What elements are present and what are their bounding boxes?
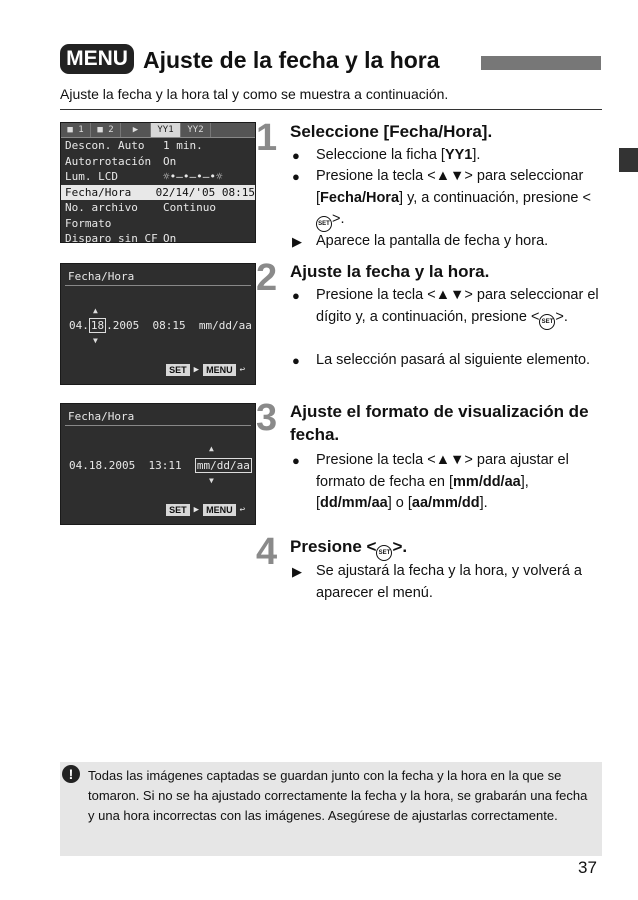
screen-footer — [166, 504, 245, 516]
note-text: Todas las imágenes captadas se guardan junto con la fecha y la hora en la que se tomaron. Si no se ha ajustado correctamente la fecha y la hora, se grabarán una fecha y una hora incorrectas con las imágenes. Asegúrese de ajustarlas correctamente. — [88, 768, 588, 823]
tab-setup-2: ΥΥ2 — [181, 123, 211, 137]
page-header — [60, 44, 602, 80]
bullet-icon: ● — [292, 288, 300, 303]
screen-divider — [65, 425, 251, 426]
caution-icon: ! — [62, 765, 80, 783]
up-arrow-icon: ▲ — [93, 306, 98, 315]
tab-setup-1: ΥΥ1 — [151, 123, 181, 137]
bullet-icon: ● — [292, 148, 300, 163]
set-button-icon: SET — [316, 216, 332, 232]
date-time-value: 04. 18 .2005 08:15 mm/dd/aa — [69, 319, 252, 332]
screen-divider — [65, 285, 251, 286]
step-item: ● Presione la tecla <▲▼> para seleccionar el dígito y, a continuación, presione < SET >. — [290, 285, 606, 330]
intro-text: Ajuste la fecha y la hora tal y como se muestra a continuación. — [60, 86, 449, 102]
menu-row: Lum. LCD ☼•—•—•—•☼ — [65, 170, 223, 183]
step-item: ● Presione la tecla <▲▼> para ajustar el formato de fecha en [mm/dd/aa], [dd/mm/aa] o [aa/mm/dd]. — [292, 452, 569, 511]
bullet-icon: ▶ — [292, 234, 302, 249]
step-number: 2 — [256, 257, 278, 299]
bullet-icon: ● — [292, 453, 300, 468]
set-button-icon: SET — [376, 545, 392, 561]
selected-digit: 18 — [90, 319, 105, 332]
screen-title: Fecha/Hora — [68, 410, 135, 423]
menu-row: No. archivo Continuo — [65, 201, 216, 214]
step-item: ▶ Se ajustará la fecha y la hora, y volverá a aparecer el menú. — [292, 563, 582, 601]
bullet-icon: ● — [292, 353, 300, 368]
menu-row: Disparo sin CF On — [65, 232, 177, 245]
menu-row: Formato — [65, 216, 112, 230]
screen-footer — [166, 364, 245, 376]
set-label: SET — [166, 504, 190, 516]
step-item: ● Presione la tecla <▲▼> para seleccionar [Fecha/Hora] y, a continuación, presione <SET >. — [290, 166, 606, 232]
bullet-icon: ● — [292, 169, 300, 184]
date-time-value: 04.18.2005 13:11 mm/dd/aa — [69, 459, 250, 472]
play-arrow-icon: ▶ — [193, 365, 200, 375]
step-item: ▶ Aparece la pantalla de fecha y hora. — [290, 231, 606, 253]
page-number: 37 — [578, 858, 597, 877]
screen-title: Fecha/Hora — [68, 270, 135, 283]
step-title: Seleccione [Fecha/Hora]. — [290, 122, 493, 141]
up-arrow-icon: ▲ — [209, 444, 214, 453]
menu-label: MENU — [203, 504, 236, 516]
menu-tabs — [61, 123, 255, 138]
menu-row-selected: Fecha/Hora 02/14/'05 08:15 — [61, 185, 255, 201]
menu-label: MENU — [203, 364, 236, 376]
chapter-tab-marker — [619, 148, 638, 172]
step-title: Presione < SET >. — [290, 535, 606, 561]
header-divider — [60, 109, 602, 110]
return-icon: ↩ — [239, 365, 245, 375]
tab-shooting-2: ■ 2 — [91, 123, 121, 137]
page-title: Ajuste de la fecha y la hora — [143, 47, 440, 73]
datetime-screen-edit — [60, 263, 256, 385]
step-number: 1 — [256, 117, 278, 159]
set-label: SET — [166, 364, 190, 376]
menu-row: Autorrotación On — [65, 154, 177, 168]
return-icon: ↩ — [239, 505, 245, 515]
down-arrow-icon: ▼ — [209, 476, 214, 485]
caution-note — [60, 762, 602, 856]
step-title: Ajuste el formato de visualización de fecha. — [290, 402, 589, 444]
menu-button-icon: MENU — [60, 44, 134, 74]
title-decor-bar — [481, 56, 601, 70]
step-item: ● Seleccione la ficha [ΥΥ1]. — [290, 145, 606, 167]
down-arrow-icon: ▼ — [93, 336, 98, 345]
camera-menu-screen — [60, 122, 256, 243]
tab-playback: ▶ — [121, 123, 151, 137]
step-number: 4 — [256, 531, 278, 573]
step-item: ● La selección pasará al siguiente elemento. — [290, 350, 606, 372]
bullet-icon: ▶ — [292, 564, 302, 579]
set-button-icon: SET — [539, 314, 555, 330]
step-title: Ajuste la fecha y la hora. — [290, 262, 490, 281]
play-arrow-icon: ▶ — [193, 505, 200, 515]
step-number: 3 — [256, 397, 278, 439]
menu-row: Descon. Auto 1 min. — [65, 139, 203, 152]
tab-shooting-1: ■ 1 — [61, 123, 91, 137]
selected-format: mm/dd/aa — [196, 459, 250, 472]
datetime-screen-format — [60, 403, 256, 525]
